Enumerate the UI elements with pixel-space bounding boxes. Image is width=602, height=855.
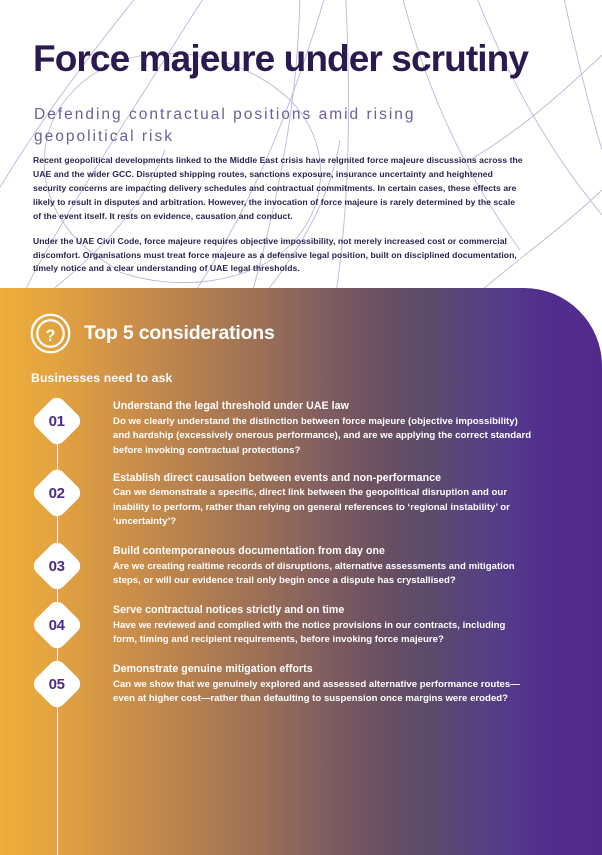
item-title: Demonstrate genuine mitigation efforts [113,662,313,675]
badge-container [0,545,113,585]
question-mark-circle-icon [30,313,71,354]
badge-container [0,604,113,644]
item-number-badge [30,598,84,652]
item-number: 04 [48,616,65,634]
item-title: Build contemporaneous documentation from day one [113,545,385,557]
item-text: Have we reviewed and complied with the notice provisions in our contracts, including form, timing and recipient requirements, before invoking force majeure? [113,619,506,646]
item-title: Establish direct causation between events and non-performance [113,471,442,484]
item-number: 03 [48,557,65,575]
list-item [0,663,602,707]
item-text: Are we creating realtime records of disruptions, alternative assessments and mitigation steps, or will our evidence trail only begin once a dispute has crystallised? [113,560,515,587]
item-number-badge [30,657,84,711]
item-title: Understand the legal threshold under UAE law [113,400,349,412]
item-number-badge [30,539,84,593]
header-section [0,0,602,288]
badge-container [0,472,113,512]
item-number: 01 [48,412,65,430]
item-content [113,545,602,589]
panel-title: Top 5 considerations [84,322,275,344]
item-content [113,472,602,531]
list-item [0,545,602,589]
intro-paragraphs [33,154,525,276]
item-text: Can we demonstrate a specific, direct link between the geopolitical disruption and our inability to perform, rather than relying on general references to ‘regional instability’ or ‘uncertainty’? [113,487,510,528]
item-content [113,663,602,707]
item-text: Do we clearly understand the distinction between force majeure (objective impossibility) and hardship (excessively onerous performance), and are we applying the correct standard before invoking contractual protections? [113,415,532,456]
item-number-badge [30,394,84,448]
item-content [113,400,602,459]
list-item [0,472,602,531]
panel-header [30,313,275,354]
considerations-panel [0,288,602,855]
svg-text:?: ? [45,326,56,345]
intro-paragraph-1: Recent geopolitical developments linked to the Middle East crisis have reignited force majeure discussions across the UAE and the wider GCC. Disrupted shipping routes, sanctions exposure, insurance uncertainty and heightened security concerns are impacting delivery schedules and contractual commitments. In certain cases, these effects are likely to result in disputes and arbitration. However, the invocation of force majeure is rarely determined by the scale of the event itself. It rests on evidence, causation and conduct. [33,155,523,221]
item-number: 02 [48,484,65,501]
item-text: Can we show that we genuinely explored and assessed alternative performance routes—even at higher cost—rather than defaulting to suspension once margins were eroded? [113,678,520,705]
list-item [0,604,602,648]
badge-container [0,663,113,703]
badge-container [0,400,113,440]
considerations-timeline [0,400,602,707]
item-number: 05 [48,675,65,693]
page-subtitle: Defending contractual positions amid rising geopolitical risk [34,106,416,145]
panel-subtitle: Businesses need to ask [31,371,173,385]
item-number-badge [30,466,84,520]
page-title: Force majeure under scrutiny [33,38,529,79]
list-item [0,400,602,459]
intro-paragraph-2: Under the UAE Civil Code, force majeure requires objective impossibility, not merely increased cost or commercial discomfort. Organisations must treat force majeure as a defensive legal position, built on disciplined documentation, timely notice and a clear understanding of UAE legal thresholds. [33,235,517,274]
item-title: Serve contractual notices strictly and on time [113,603,345,616]
item-content [113,604,602,648]
